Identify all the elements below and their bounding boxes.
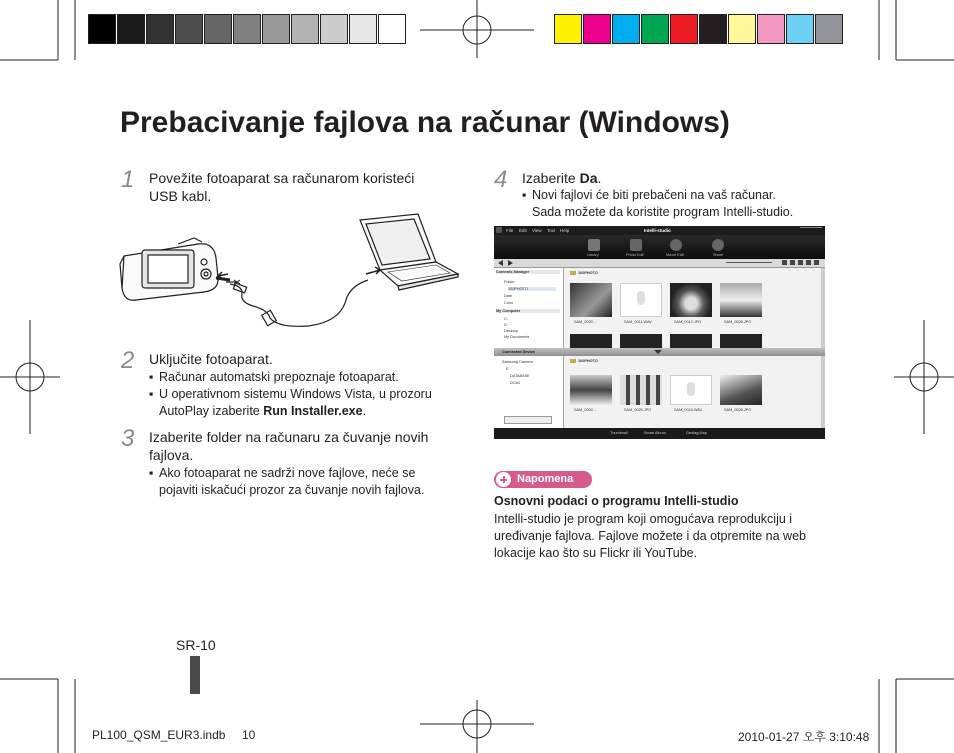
device-tree-dcim[interactable]: DCIM — [510, 381, 520, 385]
tree-item-color[interactable]: Color — [504, 301, 514, 305]
device-tree-drive[interactable]: E: — [506, 367, 510, 371]
photo-edit-icon[interactable] — [630, 239, 642, 251]
upper-scrollbar[interactable] — [821, 268, 825, 348]
tree-item-c[interactable]: C: — [504, 317, 508, 321]
movie-edit-icon[interactable] — [670, 239, 682, 251]
tab-smart-album[interactable]: Smart Album — [644, 431, 666, 435]
step-2-text: Uključite fotoaparat. — [149, 351, 273, 367]
camera-laptop-illustration — [118, 214, 458, 344]
footer-page: 10 — [242, 728, 256, 742]
process-swatch-5 — [670, 14, 698, 44]
bullet-icon: ▪ — [149, 466, 154, 480]
process-swatch-6 — [699, 14, 727, 44]
registration-target-bottom — [420, 700, 534, 753]
gray-swatch-2 — [117, 14, 145, 44]
device-thumb-1-label: SAM_0004... — [574, 408, 596, 412]
device-tree-database[interactable]: DATABASE — [510, 374, 530, 378]
tree-item-my-documents[interactable]: My Documents — [504, 335, 530, 339]
process-color-bar — [554, 14, 844, 44]
note-badge-label: Napomena — [517, 473, 574, 485]
thumb-1-label: SAM_0020... — [574, 320, 596, 324]
thumb-4[interactable] — [720, 283, 762, 317]
connected-device-bar — [494, 348, 825, 356]
process-swatch-4 — [641, 14, 669, 44]
page-label: SR-10 — [176, 637, 216, 653]
partial-thumb-row — [570, 334, 762, 348]
process-swatch-9 — [786, 14, 814, 44]
toolbar-library-label: Library — [587, 253, 599, 257]
device-tree-camera[interactable]: Samsung Camera — [502, 360, 533, 364]
upper-thumbnail-panel — [564, 268, 821, 348]
note-body: Intelli-studio je program koji omogućava reprodukciju i uređivanje fajlova. Fajlove možete i da otpremite na web lokacije kao što su Flickr ili YouTube. — [494, 512, 806, 560]
device-thumb-2[interactable] — [620, 375, 662, 405]
connected-device-label: Connected Device — [502, 350, 535, 354]
contents-tree-panel — [494, 268, 564, 348]
tree-item-d[interactable]: D: — [504, 323, 508, 327]
step-3-text: Izaberite folder na računaru za čuvanje novih fajlova. — [149, 429, 429, 463]
step-2-bullet-2: ▪ U operativnom sistemu Windows Vista, u prozoru AutoPlay izaberite Run Installer.exe. — [149, 387, 432, 418]
back-icon[interactable] — [498, 260, 503, 266]
toolbar-movie-edit-label: Movie Edit — [666, 253, 684, 257]
page-title: Prebacivanje fajlova na računar (Windows) — [120, 106, 730, 139]
microphone-icon — [637, 291, 645, 305]
device-thumb-4[interactable] — [720, 375, 762, 405]
gray-swatch-10 — [349, 14, 377, 44]
folder-label: 100PHOTO — [578, 271, 598, 275]
bottom-tab-bar — [494, 428, 825, 439]
microphone-icon — [687, 382, 695, 396]
app-title: Intelli-studio — [644, 228, 671, 233]
device-thumb-2-label: SAM_0025.JPG — [624, 408, 652, 412]
gray-swatch-6 — [233, 14, 261, 44]
forward-icon[interactable] — [508, 260, 513, 266]
menu-tool[interactable]: Tool — [547, 228, 556, 233]
grayscale-color-bar — [88, 14, 407, 44]
step-2-number: 2 — [121, 347, 135, 374]
device-thumb-3-audio[interactable] — [670, 375, 712, 405]
device-action-button[interactable] — [504, 416, 552, 424]
toolbar-share-label: Share — [713, 253, 724, 257]
step-4-number: 4 — [494, 166, 508, 193]
step-4-text: Izaberite Da. — [522, 170, 602, 186]
note-badge — [494, 471, 592, 488]
gray-swatch-8 — [291, 14, 319, 44]
process-swatch-1 — [554, 14, 582, 44]
view-buttons[interactable] — [782, 260, 822, 265]
step-1-text: Povežite fotoaparat sa računarom koristeći USB kabl. — [149, 170, 415, 204]
menu-file[interactable]: File — [506, 228, 514, 233]
tree-item-100photo[interactable]: 100PHOTO — [508, 287, 556, 291]
tree-item-date[interactable]: Date — [504, 294, 513, 298]
tree-item-desktop[interactable]: Desktop — [504, 329, 518, 333]
device-thumb-4-label: SAM_0026.JPG — [724, 408, 752, 412]
gray-swatch-5 — [204, 14, 232, 44]
step-3-number: 3 — [121, 425, 135, 452]
process-swatch-10 — [815, 14, 843, 44]
plus-icon-v — [503, 476, 505, 483]
folder-label: 100PHOTO — [578, 359, 598, 363]
toolbar-photo-edit-label: Photo Edit — [626, 253, 644, 257]
registration-target-top — [420, 0, 534, 58]
thumb-4-label: SAM_0026.JPG — [724, 320, 752, 324]
device-thumb-3-label: SAM_0024.WAV — [674, 408, 703, 412]
thumb-3[interactable] — [670, 283, 712, 317]
gray-swatch-1 — [88, 14, 116, 44]
app-toolbar — [494, 235, 825, 259]
app-menu-bar — [494, 226, 825, 235]
gray-swatch-7 — [262, 14, 290, 44]
process-swatch-3 — [612, 14, 640, 44]
folder-icon — [570, 359, 576, 363]
process-swatch-8 — [757, 14, 785, 44]
step-2-bullet-1: ▪ Računar automatski prepoznaje fotoaparat. — [149, 370, 399, 384]
process-swatch-7 — [728, 14, 756, 44]
collapse-icon[interactable] — [654, 350, 662, 354]
intelli-studio-screenshot — [494, 226, 825, 439]
tree-header-2: My Computer — [496, 309, 560, 313]
device-thumb-1[interactable] — [570, 375, 612, 405]
library-icon[interactable] — [588, 239, 600, 251]
menu-view[interactable]: View — [532, 228, 542, 233]
bullet-icon: ▪ — [149, 387, 154, 401]
step-4-bullet-1: ▪ Novi fajlovi će biti prebačeni na vaš računar. Sada možete da koristite program Intelli-studio. — [522, 188, 794, 219]
thumb-2-label: SAM_0011.WAV — [624, 320, 652, 324]
app-logo-icon — [496, 227, 502, 233]
footer-timestamp: 2010-01-27 오후 3:10:48 — [738, 730, 870, 744]
window-controls[interactable] — [800, 227, 822, 234]
lower-thumbnail-panel — [564, 356, 821, 428]
gray-swatch-4 — [175, 14, 203, 44]
tab-geotag-map[interactable]: Geotag Map — [686, 431, 707, 435]
process-swatch-2 — [583, 14, 611, 44]
thumb-2-audio[interactable] — [620, 283, 662, 317]
registration-target-right — [894, 320, 954, 434]
gray-swatch-11 — [378, 14, 406, 44]
tree-item-folder[interactable]: Folder — [504, 280, 515, 284]
folder-icon — [570, 271, 576, 275]
footer-filename: PL100_QSM_EUR3.indb — [92, 728, 226, 742]
step-1-number: 1 — [121, 166, 135, 193]
thumb-3-label: SAM_0012.JPG — [674, 320, 702, 324]
device-tree-panel — [494, 356, 564, 428]
tree-header: Contents Manager — [496, 270, 560, 274]
registration-target-left — [0, 320, 60, 434]
share-icon[interactable] — [712, 239, 724, 251]
gray-swatch-9 — [320, 14, 348, 44]
step-3-bullet-1: ▪ Ako fotoaparat ne sadrži nove fajlove, neće se pojaviti iskačući prozor za čuvanje novih fajlova. — [149, 466, 425, 497]
menu-help[interactable]: Help — [560, 228, 570, 233]
menu-edit[interactable]: Edit — [519, 228, 527, 233]
page-tab-marker — [190, 656, 200, 694]
note-heading: Osnovni podaci o programu Intelli-studio — [494, 494, 739, 508]
gray-swatch-3 — [146, 14, 174, 44]
zoom-slider[interactable] — [726, 262, 772, 263]
thumb-1[interactable] — [570, 283, 612, 317]
lower-scrollbar[interactable] — [821, 356, 825, 428]
bullet-icon: ▪ — [522, 188, 527, 202]
app-nav-bar — [494, 259, 825, 268]
bullet-icon: ▪ — [149, 370, 154, 384]
tab-thumbnail[interactable]: Thumbnail — [610, 431, 628, 435]
